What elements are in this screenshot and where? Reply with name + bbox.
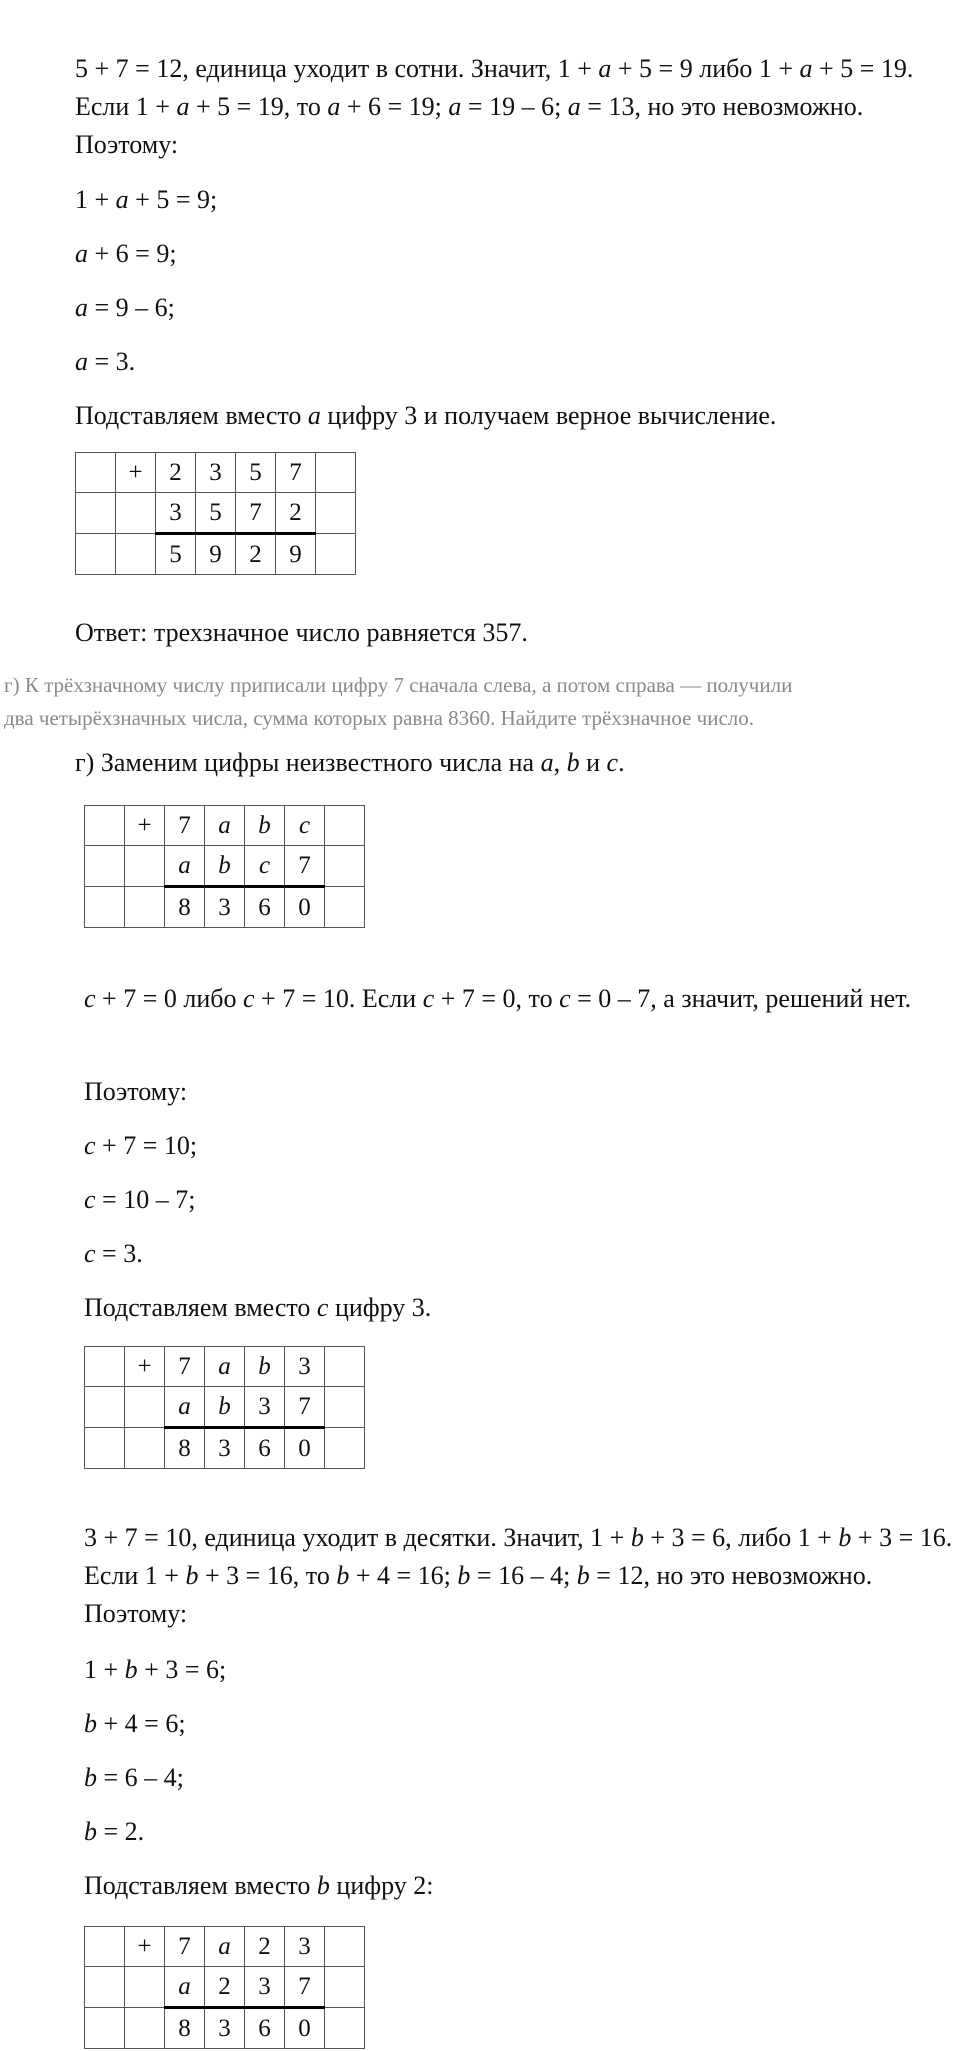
table-cell xyxy=(325,887,365,928)
table-cell: a xyxy=(205,806,245,846)
table-cell: 3 xyxy=(205,1428,245,1469)
equation-line: b = 2. xyxy=(84,1817,145,1846)
table-row xyxy=(85,1927,365,1967)
table-cell xyxy=(116,493,156,534)
table-cell: 9 xyxy=(196,534,236,575)
equation-line: a = 9 – 6; xyxy=(75,293,175,322)
table-cell: + xyxy=(125,806,165,846)
table-cell: 6 xyxy=(245,2008,285,2049)
table-cell: 8 xyxy=(165,2008,205,2049)
table-cell: 6 xyxy=(245,1428,285,1469)
table-cell: 3 xyxy=(285,1927,325,1967)
table-cell xyxy=(325,1428,365,1469)
table-cell: a xyxy=(205,1347,245,1387)
table-cell: a xyxy=(165,1967,205,2008)
table-cell: 7 xyxy=(236,493,276,534)
table-cell xyxy=(125,2008,165,2049)
equation-line: a = 3. xyxy=(75,347,136,376)
table-cell xyxy=(85,1347,125,1387)
table-cell: 3 xyxy=(205,887,245,928)
table-cell: 7 xyxy=(285,846,325,887)
table-cell: 3 xyxy=(285,1347,325,1387)
table-cell: 3 xyxy=(205,2008,245,2049)
table-cell: a xyxy=(165,1387,205,1428)
table-cell xyxy=(325,1347,365,1387)
table-cell: b xyxy=(245,1347,285,1387)
table-cell: c xyxy=(245,846,285,887)
task-statement-line: два четырёхзначных числа, сумма которых равна 8360. Найдите трёхзначное число. xyxy=(4,706,755,730)
table-cell: 7 xyxy=(165,1347,205,1387)
table-cell: 6 xyxy=(245,887,285,928)
table-cell: 9 xyxy=(276,534,316,575)
table-cell: 0 xyxy=(285,2008,325,2049)
substitution-statement: Подставляем вместо b цифру 2: xyxy=(84,1871,434,1900)
table-row xyxy=(76,493,356,534)
table-cell: a xyxy=(205,1927,245,1967)
table-row xyxy=(76,534,356,575)
paragraph-units: c + 7 = 0 либо c + 7 = 10. Если c + 7 = 0, то c = 0 – 7, а значит, решений нет. xyxy=(84,984,912,1013)
table-row xyxy=(85,1347,365,1387)
answer-text: Ответ: трехзначное число равняется 357. xyxy=(75,618,528,647)
table-cell: 7 xyxy=(285,1387,325,1428)
table-cell: b xyxy=(205,1387,245,1428)
table-cell xyxy=(325,846,365,887)
equation-line: b = 6 – 4; xyxy=(84,1763,184,1792)
table-cell: + xyxy=(125,1347,165,1387)
table-cell: a xyxy=(165,846,205,887)
table-cell xyxy=(125,846,165,887)
table-cell xyxy=(325,2008,365,2049)
table-cell xyxy=(76,493,116,534)
table-cell: 5 xyxy=(196,493,236,534)
table-cell: 3 xyxy=(196,453,236,493)
section-1 xyxy=(75,50,945,164)
substitution-statement: Подставляем вместо a цифру 3 и получаем верное вычисление. xyxy=(75,401,777,430)
table-cell: 0 xyxy=(285,1428,325,1469)
table-cell: 2 xyxy=(205,1967,245,2008)
table-cell xyxy=(85,887,125,928)
table-cell xyxy=(85,806,125,846)
equation-line: a + 6 = 9; xyxy=(75,239,177,268)
paragraph-tens-carry: 3 + 7 = 10, единица уходит в десятки. Значит, 1 + b + 3 = 6, либо 1 + b + 3 = 16. Если 1 + b + 3 = 16, то b + 4 = 16; b = 16 – 4; b = 12, но это невозможно. Поэтому: xyxy=(84,1523,953,1628)
table-cell xyxy=(125,1428,165,1469)
table-cell xyxy=(85,1428,125,1469)
table-cell: 3 xyxy=(245,1387,285,1428)
substitution-statement: Подставляем вместо c цифру 3. xyxy=(84,1293,432,1322)
table-cell: b xyxy=(245,806,285,846)
table-cell: 3 xyxy=(245,1967,285,2008)
table-cell xyxy=(85,846,125,887)
table-row xyxy=(85,1387,365,1428)
table-row xyxy=(85,887,365,928)
table-cell xyxy=(125,1387,165,1428)
table-row xyxy=(85,846,365,887)
table-cell: 0 xyxy=(285,887,325,928)
table-cell: 2 xyxy=(236,534,276,575)
table-cell xyxy=(325,1967,365,2008)
table-cell: 2 xyxy=(156,453,196,493)
addition-table xyxy=(84,805,365,928)
table-cell: 7 xyxy=(165,806,205,846)
equation-line: c = 3. xyxy=(84,1239,143,1268)
table-cell: c xyxy=(285,806,325,846)
table-cell xyxy=(85,2008,125,2049)
table-cell xyxy=(76,453,116,493)
table-cell xyxy=(325,1927,365,1967)
therefore-text: Поэтому: xyxy=(84,1077,188,1106)
table-cell: 7 xyxy=(165,1927,205,1967)
paragraph-hundreds-carry: 5 + 7 = 12, единица уходит в сотни. Значит, 1 + a + 5 = 9 либо 1 + a + 5 = 19. Если 1 + a + 5 = 19, то a + 6 = 19; a = 19 – 6; a = 13, но это невозможно. Поэтому: xyxy=(75,54,914,159)
table-cell: 3 xyxy=(156,493,196,534)
table-cell: 8 xyxy=(165,887,205,928)
table-cell xyxy=(316,453,356,493)
addition-table xyxy=(75,452,356,575)
table-row xyxy=(76,453,356,493)
table-row xyxy=(85,1428,365,1469)
table-cell: b xyxy=(205,846,245,887)
table-cell xyxy=(125,887,165,928)
table-cell xyxy=(316,493,356,534)
table-cell: 5 xyxy=(236,453,276,493)
equation-line: c = 10 – 7; xyxy=(84,1185,196,1214)
table-cell: 7 xyxy=(285,1967,325,2008)
table-cell: 8 xyxy=(165,1428,205,1469)
tens-digit-reasoning xyxy=(84,1519,960,1633)
table-cell xyxy=(116,534,156,575)
table-row xyxy=(85,1967,365,2008)
table-cell: 2 xyxy=(276,493,316,534)
addition-table xyxy=(84,1346,365,1469)
addition-table xyxy=(84,1926,365,2049)
table-cell xyxy=(85,1387,125,1428)
table-cell xyxy=(325,806,365,846)
table-cell: 7 xyxy=(276,453,316,493)
table-cell xyxy=(316,534,356,575)
equation-line: b + 4 = 6; xyxy=(84,1709,186,1738)
table-cell xyxy=(85,1927,125,1967)
task-statement-line: г) К трёхзначному числу приписали цифру 7 сначала слева, а потом справа — получили xyxy=(4,673,793,697)
table-cell: 5 xyxy=(156,534,196,575)
table-cell xyxy=(125,1967,165,2008)
equation-line: 1 + b + 3 = 6; xyxy=(84,1655,227,1684)
table-cell: 2 xyxy=(245,1927,285,1967)
table-row xyxy=(85,2008,365,2049)
table-cell: + xyxy=(116,453,156,493)
table-row xyxy=(85,806,365,846)
table-cell xyxy=(76,534,116,575)
equation-line: c + 7 = 10; xyxy=(84,1131,198,1160)
table-cell xyxy=(85,1967,125,2008)
table-cell xyxy=(325,1387,365,1428)
units-digit-reasoning xyxy=(84,980,954,1018)
table-cell: + xyxy=(125,1927,165,1967)
equation-line: 1 + a + 5 = 9; xyxy=(75,185,218,214)
solution-intro: г) Заменим цифры неизвестного числа на a, b и c. xyxy=(75,748,625,777)
